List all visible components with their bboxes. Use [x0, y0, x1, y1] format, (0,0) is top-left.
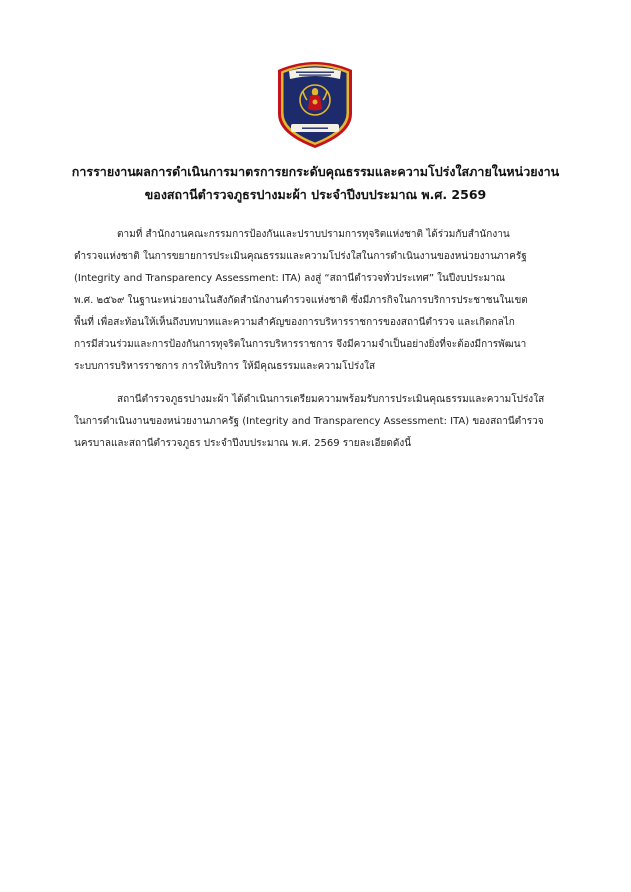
paragraph-line: พ.ศ. ๒๕๖๙ ในฐานะหน่วยงานในสังกัดสำนักงานตำรวจแห่งชาติ ซึ่งมีภารกิจในการบริการประชาชนในเขต: [74, 295, 528, 306]
document-title-line-1: การรายงานผลการดำเนินการมาตรการยกระดับคุณธรรมและความโปร่งใสภายในหน่วยงาน: [71, 164, 560, 179]
paragraph-line: ระบบการบริหารราชการ การให้บริการ ให้มีคุณธรรมและความโปร่งใส: [74, 361, 376, 372]
paragraph-line: ในการดำเนินงานของหน่วยงานภาครัฐ (Integrity and Transparency Assessment: ITA) ของสถานีตำรวจ: [74, 416, 544, 427]
paragraph-line: นครบาลและสถานีตำรวจภูธร ประจำปีงบประมาณ พ.ศ. 2569 รายละเอียดดังนี้: [74, 438, 412, 449]
paragraph-line: พื้นที่ เพื่อสะท้อนให้เห็นถึงบทบาทและความสำคัญของการบริหารราชการของสถานีตำรวจ และเกิดกลไก: [74, 317, 515, 328]
badge-graphic: [274, 56, 356, 150]
paragraph-line: ตำรวจแห่งชาติ ในการขยายการประเมินคุณธรรมและความโปร่งใสในการดำเนินงานของหน่วยงานภาครัฐ: [74, 251, 527, 262]
paragraph-line: (Integrity and Transparency Assessment: ITA) ลงสู่ “สถานีตำรวจทั่วประเทศ” ในปีงบประมาณ: [74, 273, 506, 284]
police-station-badge-icon: [274, 56, 356, 150]
document-title-line-2: ของสถานีตำรวจภูธรปางมะผ้า ประจำปีงบประมาณ พ.ศ. 2569: [144, 187, 487, 202]
paragraph-line: การมีส่วนร่วมและการป้องกันการทุจริตในการบริหารราชการ จึงมีความจำเป็นอย่างยิ่งที่จะต้องมีการพัฒนา: [74, 339, 527, 350]
paragraph-line: สถานีตำรวจภูธรปางมะผ้า ได้ดำเนินการเตรียมความพร้อมรับการประเมินคุณธรรมและความโปร่งใส: [117, 394, 545, 405]
paragraph-line: ตามที่ สำนักงานคณะกรรมการป้องกันและปราบปรามการทุจริตแห่งชาติ ได้ร่วมกับสำนักงาน: [117, 229, 510, 240]
